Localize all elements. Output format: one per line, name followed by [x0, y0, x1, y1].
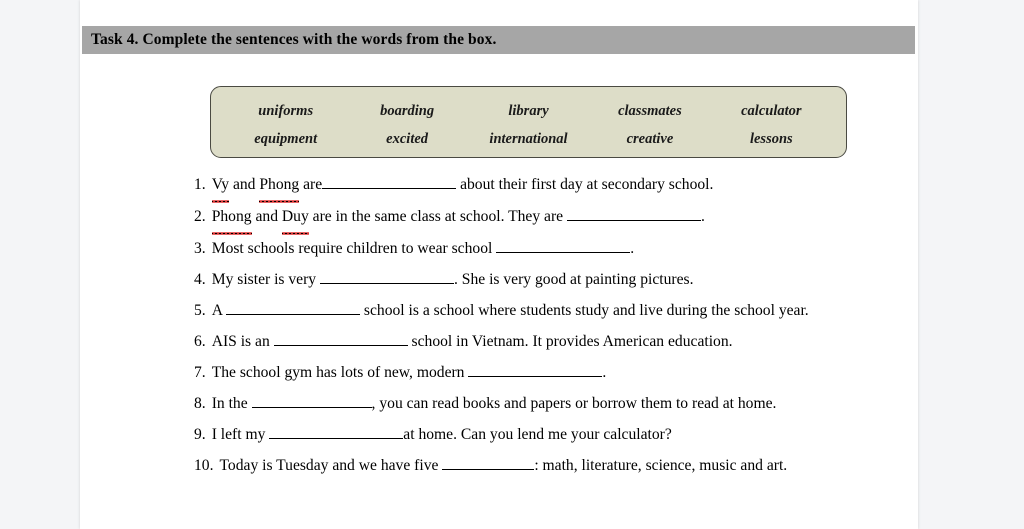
sentence-item: [194, 451, 900, 482]
word-bank-row: [225, 125, 832, 153]
sentence-text: school is a school where students study and live during the school year.: [360, 302, 809, 319]
answer-blank[interactable]: [322, 174, 456, 189]
sentence-text: AIS is an: [211, 333, 274, 350]
sentence-text: In the: [211, 395, 252, 412]
sentence-item: [194, 327, 900, 358]
sentence-list: [194, 170, 900, 482]
sentence-text: .: [700, 208, 705, 225]
answer-blank[interactable]: [442, 455, 534, 470]
word-bank-item[interactable]: uniforms: [258, 102, 314, 119]
word-bank-item[interactable]: equipment: [254, 130, 318, 147]
sentence-item: [194, 234, 900, 265]
sentence-item: [194, 170, 900, 202]
sentence-item: [194, 265, 900, 296]
sentence-number: 7.: [194, 364, 206, 381]
word-bank-item[interactable]: excited: [386, 130, 429, 147]
answer-blank[interactable]: [496, 238, 630, 253]
word-bank-item[interactable]: library: [508, 102, 549, 119]
sentence-text: Today is Tuesday and we have five: [219, 457, 443, 474]
sentence-text: . She is very good at painting pictures.: [453, 271, 694, 288]
sentence-number: 5.: [194, 302, 206, 319]
answer-blank[interactable]: [567, 206, 701, 221]
answer-blank[interactable]: [274, 331, 408, 346]
sentence-text: at home. Can you lend me your calculator?: [403, 426, 672, 443]
sentence-text: and: [229, 176, 260, 193]
word-bank-row: [225, 97, 832, 125]
sentence-number: 10.: [194, 457, 214, 474]
misspelled-word: Phong: [259, 170, 299, 202]
sentence-number: 3.: [194, 240, 206, 257]
misspelled-word: Phong: [212, 202, 252, 234]
task-title: Task 4. Complete the sentences with the words from the box.: [91, 31, 497, 48]
sentence-text: school in Vietnam. It provides American education.: [407, 333, 733, 350]
answer-blank[interactable]: [468, 362, 602, 377]
sentence-text: My sister is very: [211, 271, 320, 288]
misspelled-word: Duy: [282, 202, 309, 234]
sentence-item: [194, 420, 900, 451]
sentence-text: A: [211, 302, 227, 319]
sentence-number: 1.: [194, 176, 206, 193]
word-bank-item[interactable]: boarding: [380, 102, 435, 119]
task-header-bar: [82, 26, 915, 54]
sentence-item: [194, 202, 900, 234]
worksheet-page: [80, 0, 918, 529]
word-bank-item[interactable]: international: [489, 130, 568, 147]
sentence-item: [194, 358, 900, 389]
word-bank-item[interactable]: classmates: [618, 102, 682, 119]
misspelled-word: Vy: [212, 170, 229, 202]
sentence-number: 6.: [194, 333, 206, 350]
sentence-number: 9.: [194, 426, 206, 443]
answer-blank[interactable]: [320, 269, 454, 284]
sentence-text: The school gym has lots of new, modern: [211, 364, 469, 381]
sentence-text: .: [602, 364, 607, 381]
answer-blank[interactable]: [269, 424, 403, 439]
sentence-text: about their first day at secondary school.: [456, 176, 714, 193]
answer-blank[interactable]: [252, 393, 372, 408]
sentence-text: I left my: [211, 426, 270, 443]
sentence-number: 2.: [194, 208, 206, 225]
sentence-text: are in the same class at school. They are: [308, 208, 567, 225]
sentence-text: , you can read books and papers or borrow them to read at home.: [371, 395, 777, 412]
sentence-text: and: [251, 208, 282, 225]
sentence-number: 4.: [194, 271, 206, 288]
sentence-item: [194, 389, 900, 420]
sentence-text: are: [299, 176, 323, 193]
sentence-number: 8.: [194, 395, 206, 412]
word-bank-item[interactable]: lessons: [749, 130, 793, 147]
sentence-text: .: [630, 240, 635, 257]
sentence-item: [194, 296, 900, 327]
sentence-text: Most schools require children to wear school: [211, 240, 497, 257]
sentence-text: : math, literature, science, music and art.: [534, 457, 788, 474]
answer-blank[interactable]: [226, 300, 360, 315]
word-bank-item[interactable]: calculator: [741, 102, 802, 119]
word-bank-box: [210, 86, 847, 158]
word-bank-item[interactable]: creative: [626, 130, 674, 147]
